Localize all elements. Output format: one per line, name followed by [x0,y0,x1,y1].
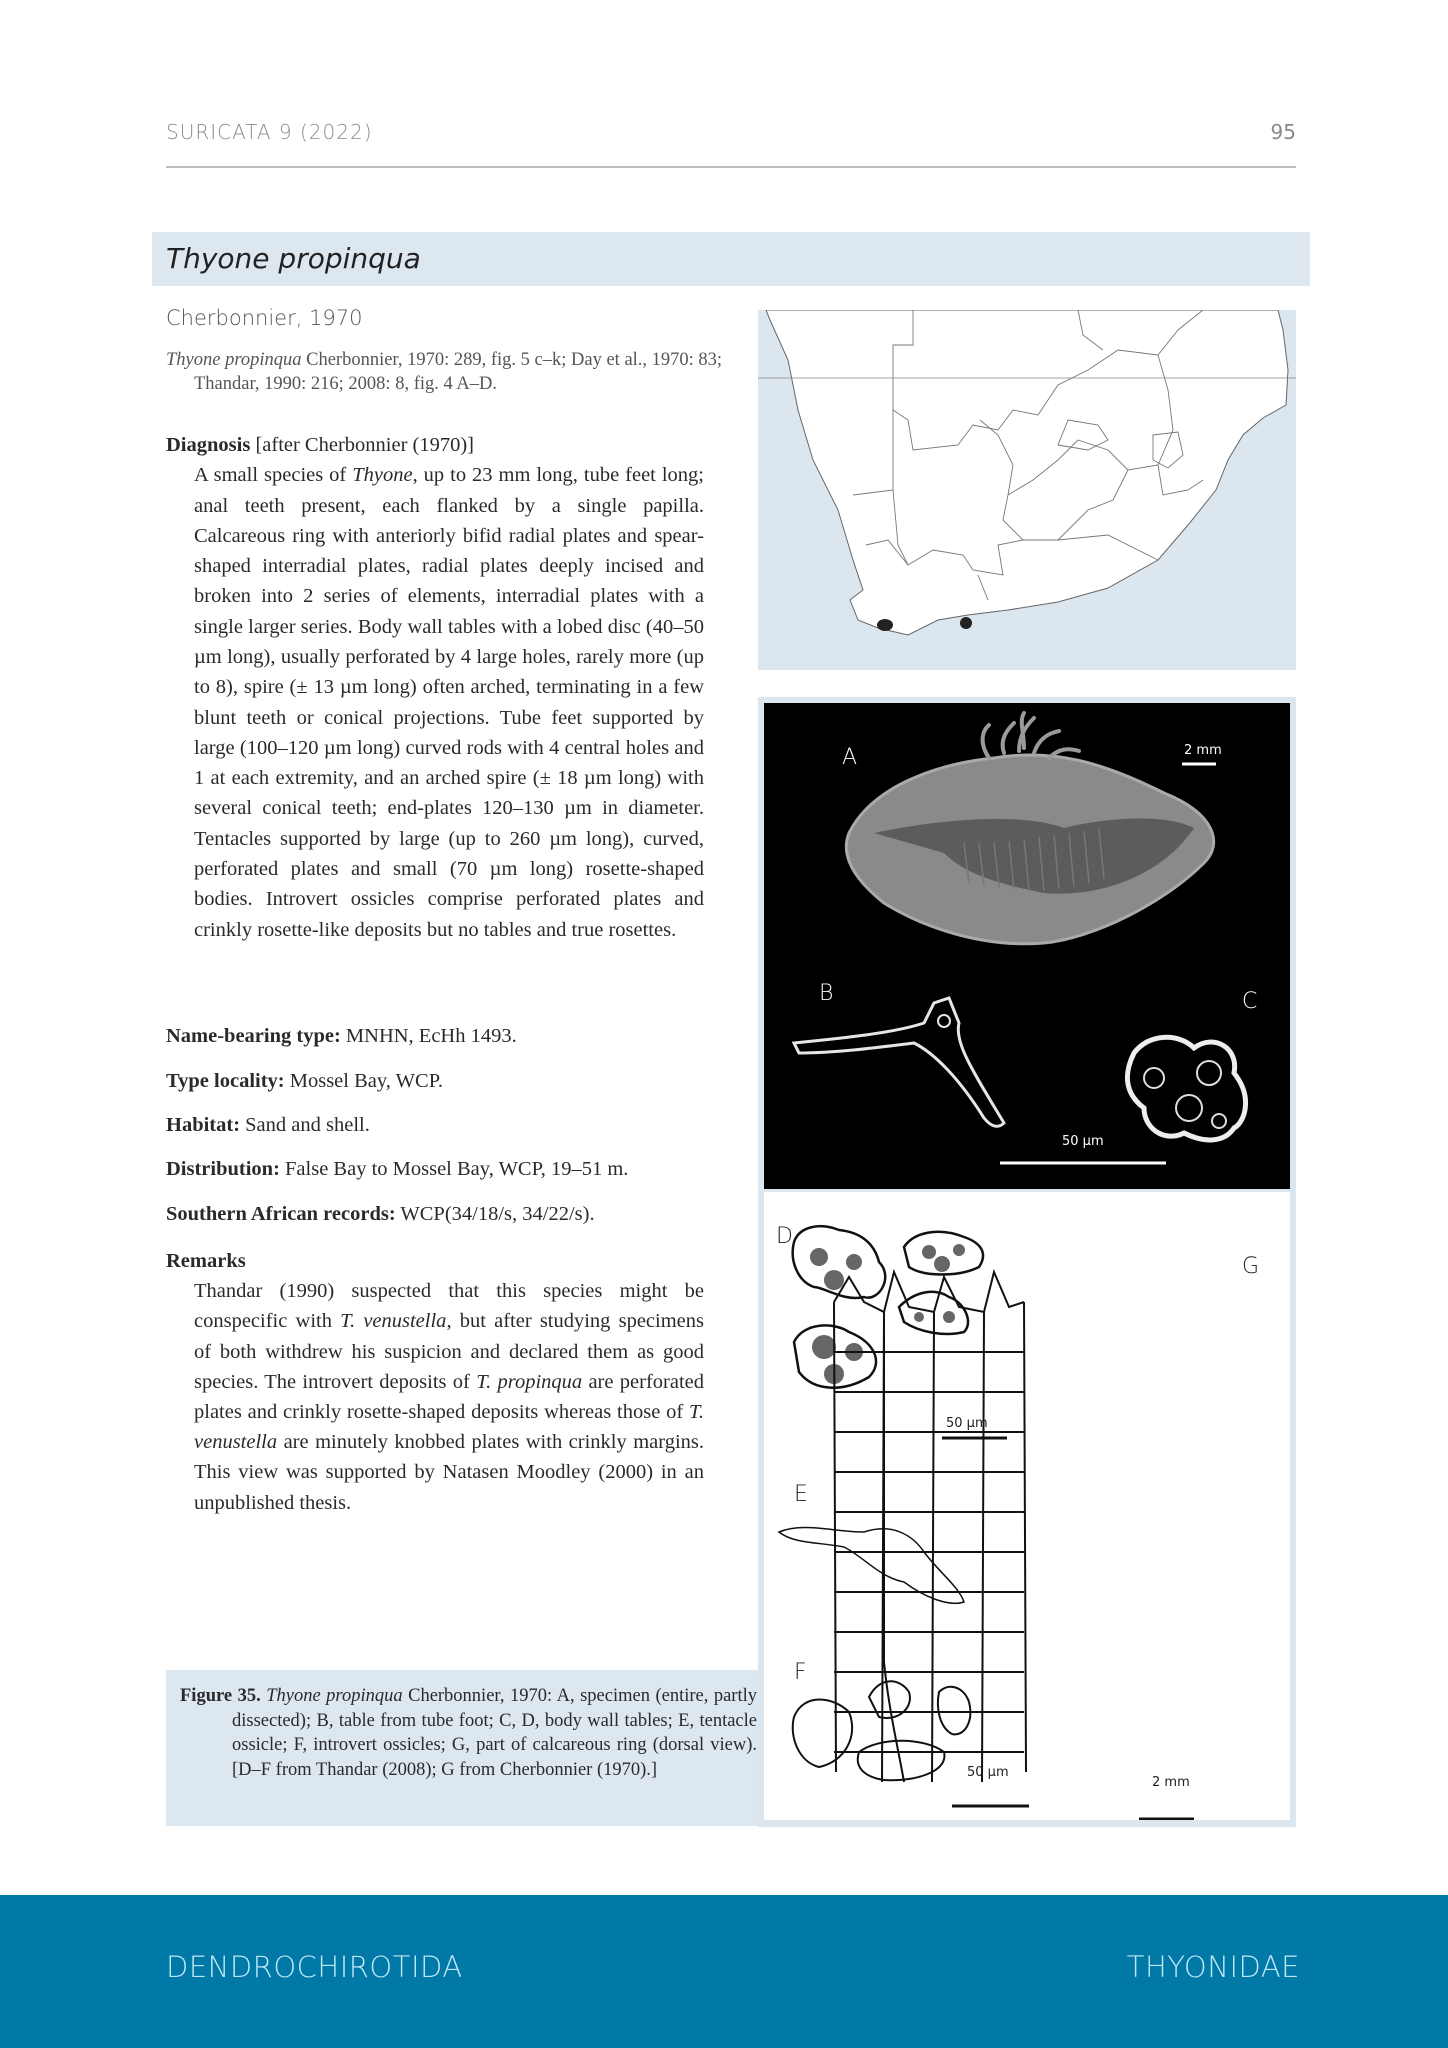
ossicle-drawings [764,1192,1290,1820]
journal-title: SURICATA 9 (2022) [166,120,373,144]
field-distribution [166,1158,628,1181]
scale-label-bc: 50 µm [1062,1134,1104,1149]
table-hole [1144,1068,1164,1088]
photo-panel [764,703,1290,1189]
table-hole [1197,1061,1221,1085]
synonymy-name: Thyone propinqua [166,350,302,370]
panel-label-g: G [1242,1254,1260,1279]
scale-label-f: 50 µm [967,1765,1009,1780]
field-label: Name-bearing type: [166,1025,341,1047]
field-label: Southern African records: [166,1203,396,1225]
scale-label-g: 2 mm [1152,1775,1190,1790]
remarks-species-name: T. propinqua [476,1370,583,1393]
remarks-heading: Remarks [166,1250,246,1272]
field-label: Type locality: [166,1070,285,1092]
diagnosis-section [166,430,704,945]
scale-label-a: 2 mm [1184,743,1222,758]
remarks-text-part: are minutely knobbed plates with crinkly margins. This view was supported by Natasen Moodley (2000) in an unpublished thesis. [194,1431,704,1514]
panel-label-e: E [794,1482,808,1507]
table-hole [938,1015,950,1027]
field-label: Habitat: [166,1114,241,1136]
drawing-panel [764,1192,1290,1820]
panel-label-c: C [1242,989,1258,1014]
scale-label-d: 50 µm [946,1416,988,1431]
panel-label-a: A [842,745,858,770]
figure-caption-text: Cherbonnier, 1970: A, specimen (entire, partly dissected); B, table from tube foot; C, D, body wall tables; E, tentacle ossicle; F, introvert ossicles; G, part of calcareous ring (dorsal view). [D–F from Thandar (2008); G from Cherbonnier (1970).] [232,1686,757,1780]
calcareous-ring [834,1272,1026,1782]
remarks-species-name: T. venustella [340,1310,447,1333]
species-title: Thyone propinqua [166,242,421,275]
species-author: Cherbonnier, 1970 [166,306,363,330]
synonymy [166,348,739,396]
field-value: WCP(34/18/s, 34/22/s). [395,1203,595,1225]
figure-species-name: Thyone propinqua [266,1686,403,1706]
diagnosis-text-b: , up to 23 mm long, tube feet long; anal teeth present, each flanked by a single papilla. Calcareous ring with anteriorly bifid radial plates and spear-shaped interradial plates, radial plates deeply incised and broken into 2 series of elements, interradial plates with a single larger series. Body wall tables with a lobed disc (40–50 µm long), usually perforated by 4 large holes, rarely more (up to 8), spire (± 13 µm long) often arched, terminating in a few blunt teeth or conical projections. Tube feet supported by large (100–120 µm long) curved rods with 4 central holes and 1 at each extremity, and an arched spire (± 18 µm long) with several conical teeth; end-plates 120–130 µm in diameter. Tentacles supported by large (up to 260 µm long), curved, perforated plates and small (70 µm long) rosette-shaped bodies. Introvert ossicles comprise perforated plates and crinkly rosette-like deposits but no tables and true rosettes. [194,464,704,941]
distribution-map [758,310,1296,670]
table-hole [1176,1095,1202,1121]
panel-label-f: F [794,1660,807,1685]
diagnosis-genus: Thyone [352,464,413,487]
ossicle-f4 [938,1687,970,1735]
running-header [166,118,1296,168]
field-value: Sand and shell. [240,1114,370,1136]
remarks-text-part: Thandar (1990) suspected that this species might be conspecific with [194,1280,704,1333]
land-mass [766,310,1288,635]
specimen-tentacles [983,713,1079,758]
record-marker [877,619,893,631]
field-southern-african-records [166,1203,595,1226]
table-hole [1212,1114,1226,1128]
figure-caption [180,1684,757,1782]
remarks-section [166,1246,704,1518]
diagnosis-text [166,460,704,945]
remarks-text-part: , but after studying specimens of both withdrew his suspicion and declared them as good species. The introvert deposits of [194,1310,704,1393]
remarks-text [166,1276,704,1518]
diagnosis-text-a: A small species of [194,464,353,487]
figure-caption-box [166,1670,760,1826]
diagnosis-heading-line [166,430,704,460]
record-marker [960,617,972,629]
tube-foot-table [794,998,1004,1126]
remarks-species-name: T. venustella [194,1401,704,1454]
map-graphic [758,310,1296,670]
field-type-locality [166,1070,443,1093]
ossicle-f1 [793,1700,852,1768]
remarks-text-part: are perforated plates and crinkly rosette-shaped deposits whereas those of [194,1370,705,1424]
panel-label-d: D [776,1224,793,1249]
field-value: MNHN, EcHh 1493. [340,1025,517,1047]
diagnosis-heading-note: [after Cherbonnier (1970)] [250,434,475,456]
synonymy-references: Cherbonnier, 1970: 289, fig. 5 c–k; Day et al., 1970: 83; Thandar, 1990: 216; 2008: 8, fig. 4 A–D. [194,350,723,394]
figure-label: Figure 35. [180,1686,261,1706]
body-wall-table [1127,1037,1245,1140]
field-name-bearing-type [166,1025,517,1048]
field-habitat [166,1114,370,1137]
page-number: 95 [1270,120,1296,144]
footer-family: THYONIDAE [1126,1950,1300,1984]
panel-label-b: B [819,981,834,1006]
field-label: Distribution: [166,1158,280,1180]
footer-bar [0,1895,1448,2048]
species-title-bar [152,232,1310,286]
footer-order: DENDROCHIROTIDA [166,1950,463,1984]
field-value: Mossel Bay, WCP. [284,1070,443,1092]
diagnosis-heading: Diagnosis [166,434,251,456]
specimen-photos [764,703,1290,1189]
field-value: False Bay to Mossel Bay, WCP, 19–51 m. [279,1158,629,1180]
